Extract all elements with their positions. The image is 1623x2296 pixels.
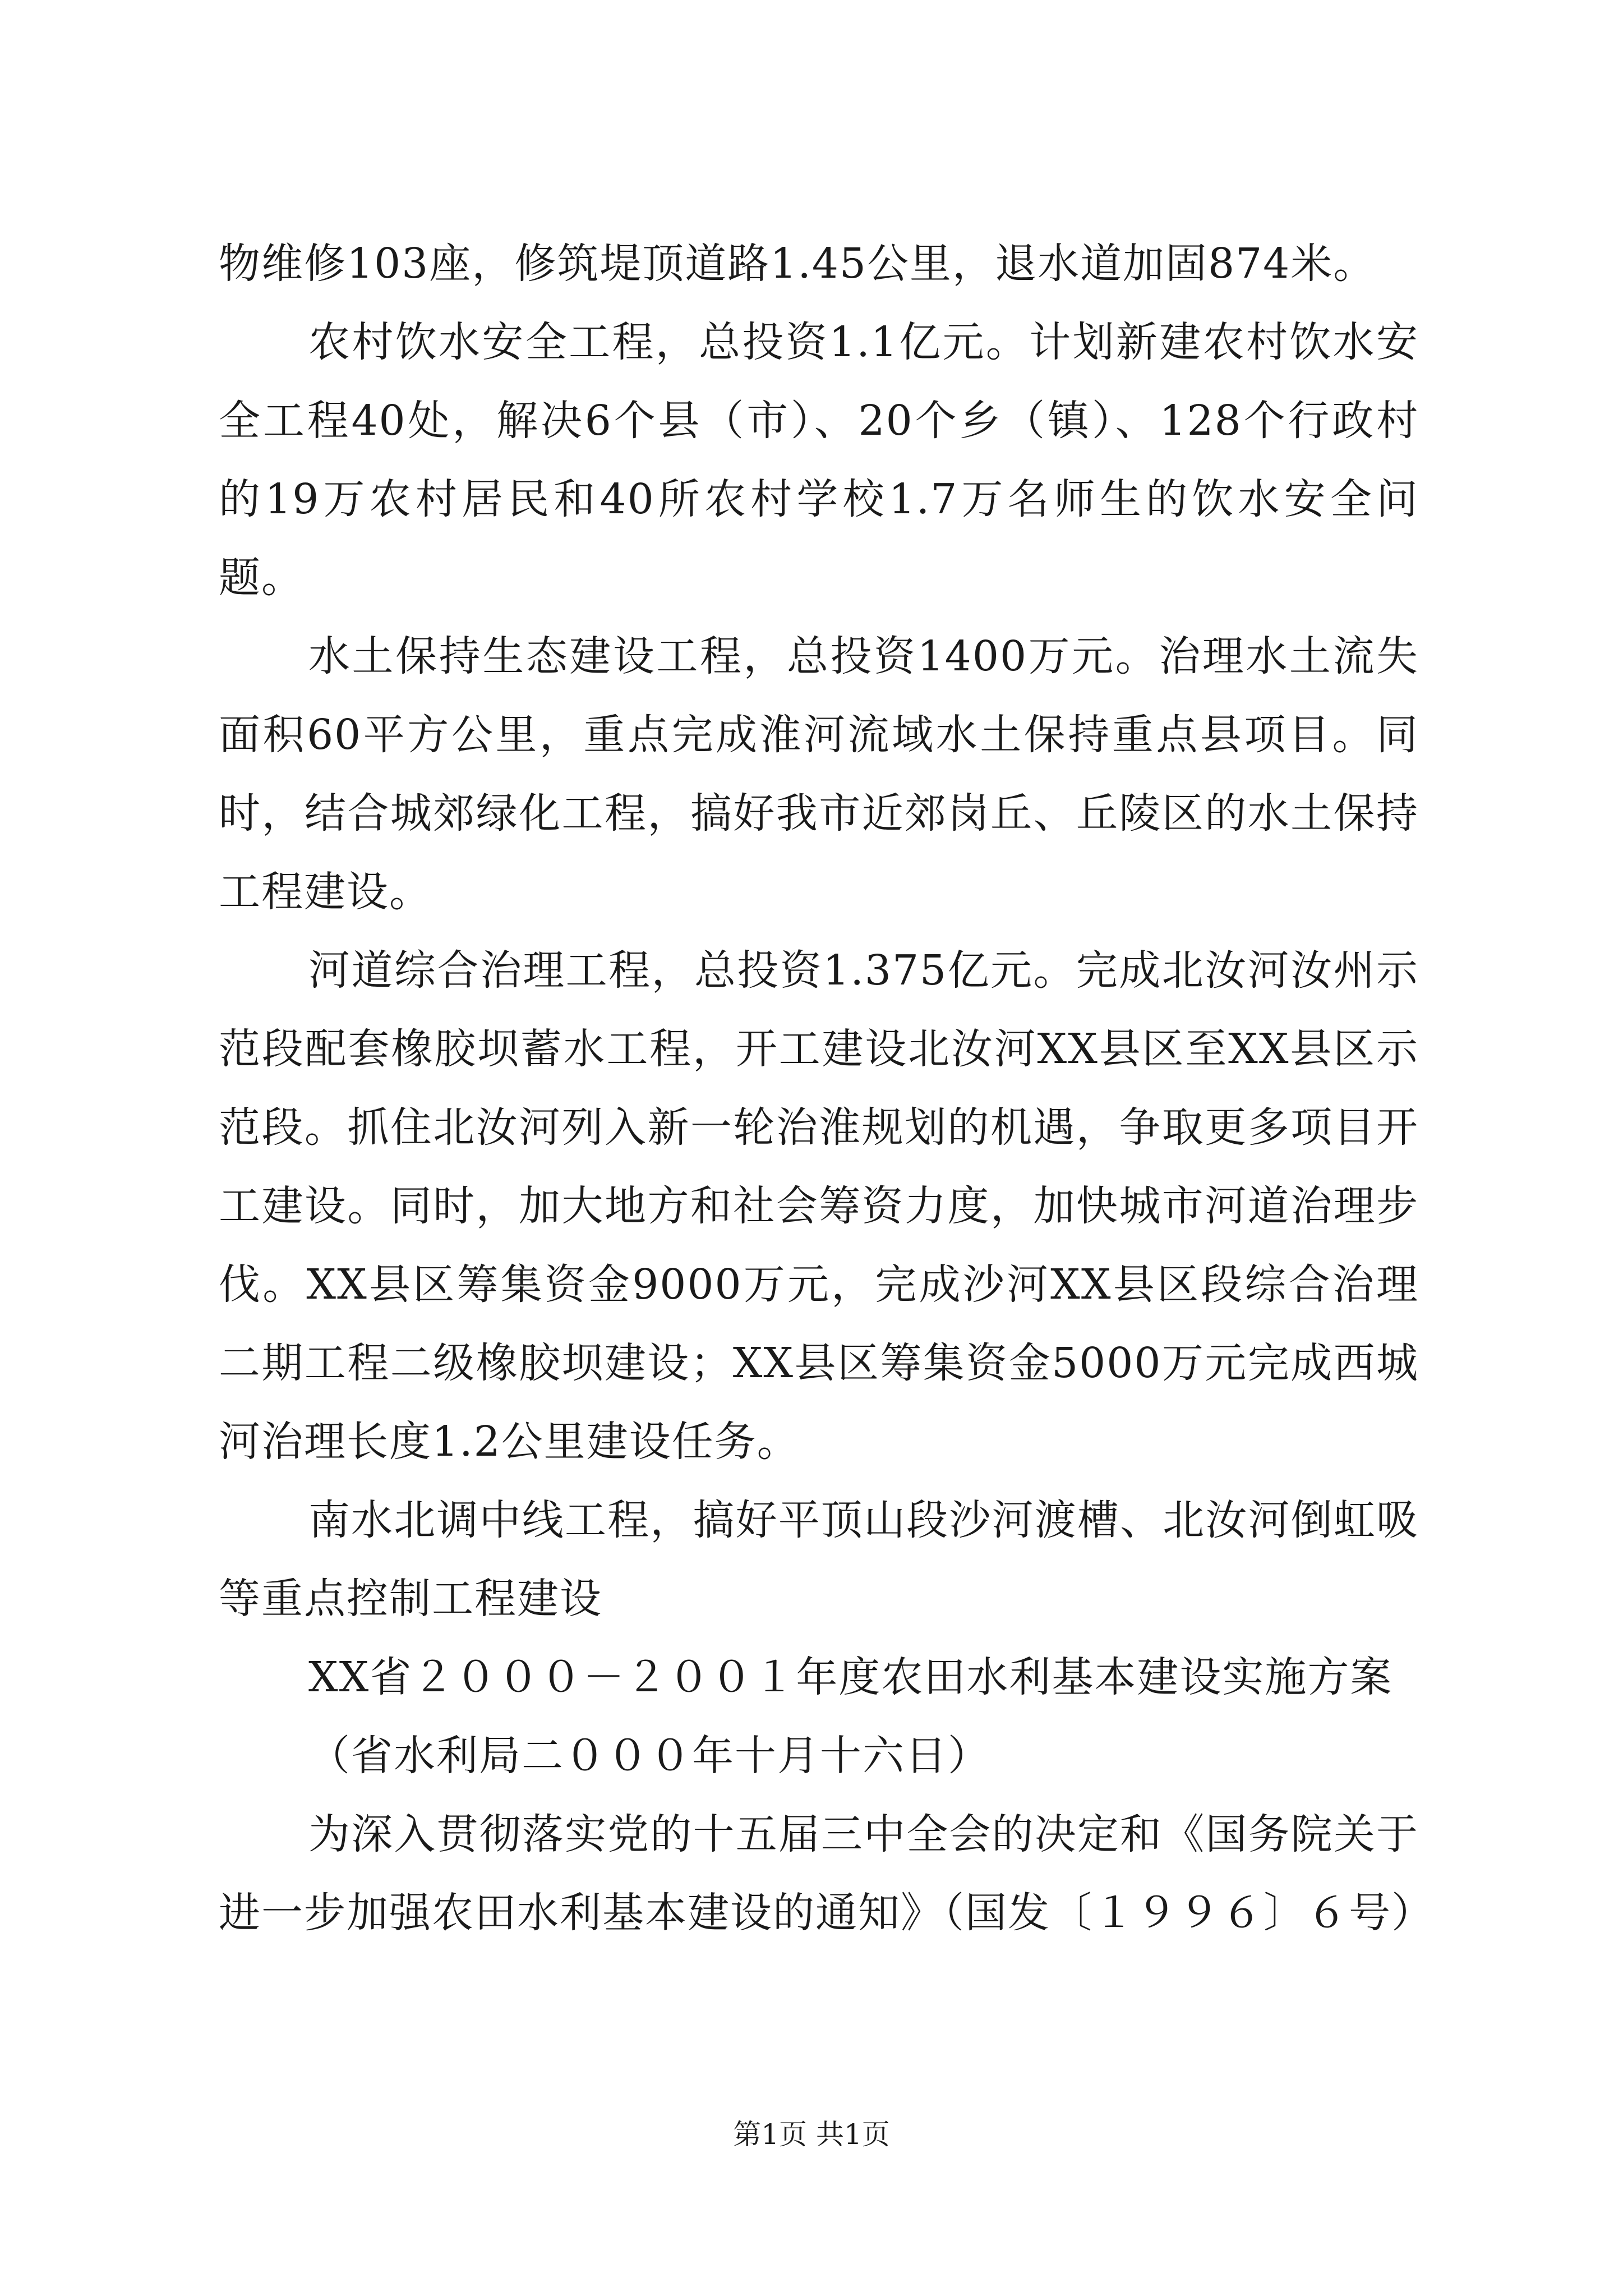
section-subtitle-date: （省水利局二０００年十月十六日） bbox=[308, 1732, 990, 1780]
paragraph-2: 农村饮水安全工程，总投资1.1亿元。计划新建农村饮水安全工程40处，解决6个县（市）、20个乡（镇）、128个行政村的19万农村居民和40所农村学校1.7万名师生的饮水安全问题。 bbox=[219, 318, 1419, 602]
document-body bbox=[219, 224, 1434, 1952]
paragraph-1: 物维修103座，修筑堤顶道路1.45公里，退水道加固874米。 bbox=[219, 240, 1376, 288]
page-footer: 第1页 共1页 bbox=[733, 2118, 890, 2151]
section-title: XX省２０００－２００１年度农田水利基本建设实施方案 bbox=[308, 1653, 1393, 1701]
paragraph-8: 为深入贯彻落实党的十五届三中全会的决定和《国务院关于进一步加强农田水利基本建设的通知》（国发〔１９９６〕６号） bbox=[219, 1810, 1434, 1937]
paragraph-4: 河道综合治理工程，总投资1.375亿元。完成北汝河汝州示范段配套橡胶坝蓄水工程，开工建设北汝河XX县区至XX县区示范段。抓住北汝河列入新一轮治淮规划的机遇，争取更多项目开工建设。同时，加大地方和社会筹资力度，加快城市河道治理步伐。XX县区筹集资金9000万元，完成沙河XX县区段综合治理二期工程二级橡胶坝建设；XX县区筹集资金5000万元完成西城河治理长度1.2公里建设任务。 bbox=[219, 946, 1419, 1466]
paragraph-3: 水土保持生态建设工程，总投资1400万元。治理水土流失面积60平方公里，重点完成淮河流域水土保持重点县项目。同时，结合城郊绿化工程，搞好我市近郊岗丘、丘陵区的水土保持工程建设。 bbox=[219, 632, 1419, 916]
paragraph-5: 南水北调中线工程，搞好平顶山段沙河渡槽、北汝河倒虹吸等重点控制工程建设 bbox=[219, 1496, 1419, 1623]
